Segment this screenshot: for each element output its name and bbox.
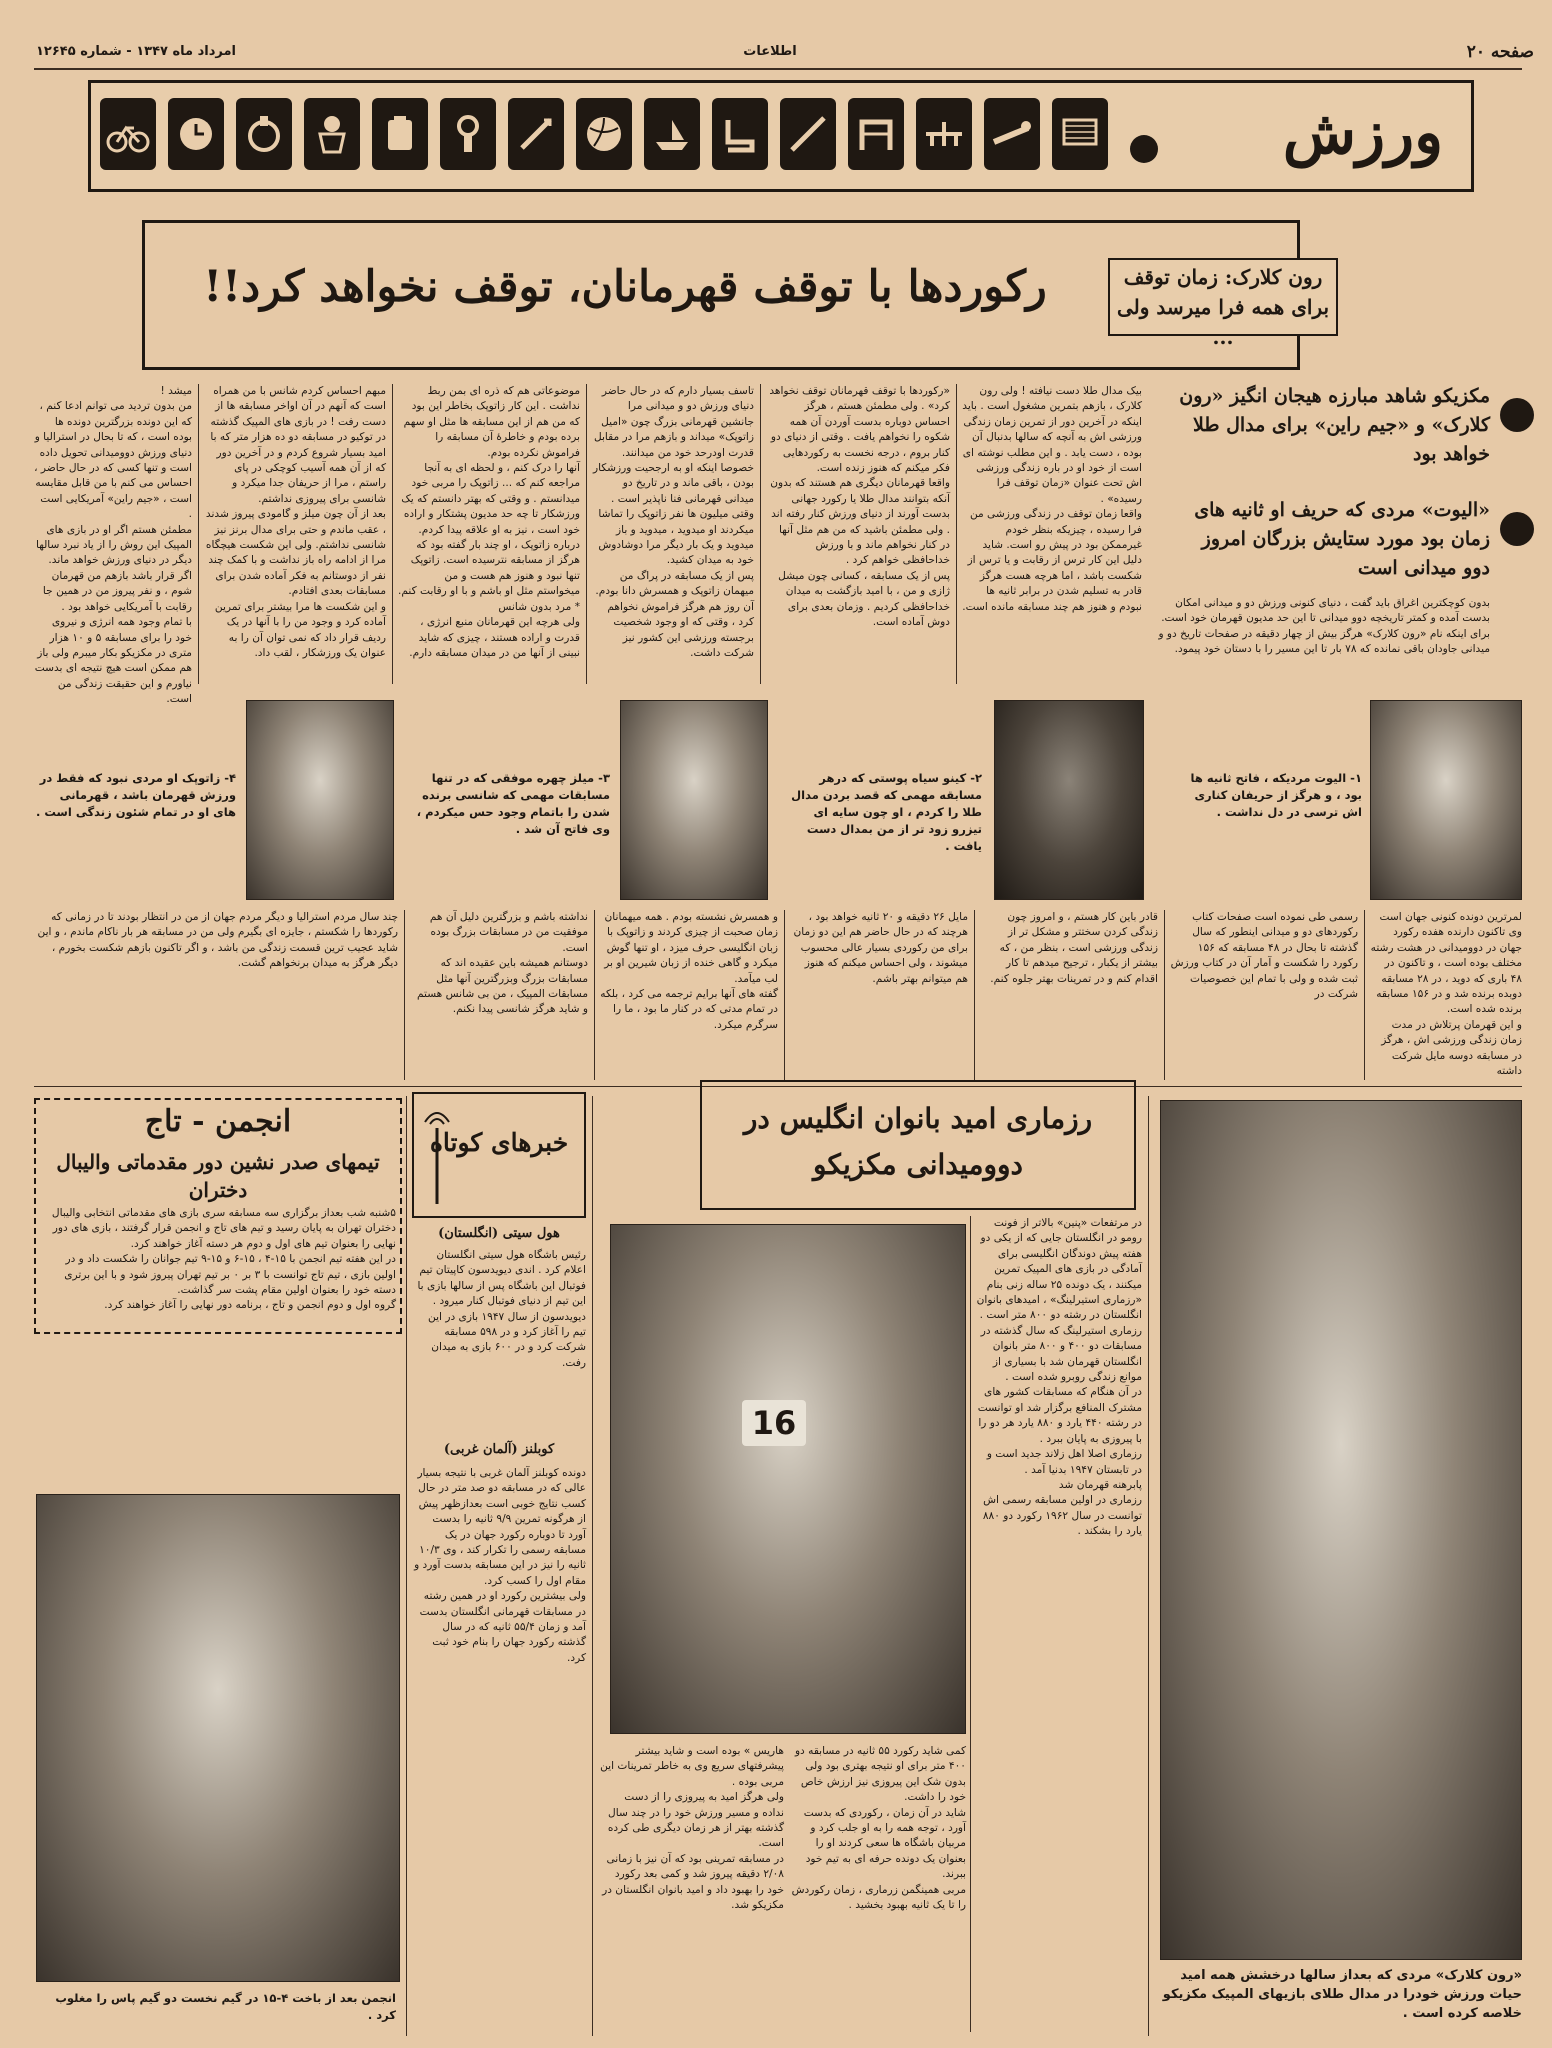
clock-icon <box>168 98 224 170</box>
subhead-elliott: «الیوت» مردی که حریف او ثانیه های زمان بود مورد ستایش بزرگان امروز دوو میدانی است <box>1194 499 1490 579</box>
women-column-right: در مرتفعات «پنین» بالاتر از فونت رومو در انگلستان جایی که از یکی دو هفته پیش دوندگان انگلیسی برای آمادگی در بازی های المپیک تمرین میکنند ، یک دونده ۲۵ ساله زنی بنام «رزماری استیرلینگ» ، امیدهای بانوان انگلستان در رشته دو ۸۰۰ متر است . رزماری استیرلینگ که سال گذشته در مسابقات دو ۴۰۰ و ۸۰۰ متر بانوان انگلستان قهرمان شد با بسیاری از موانع زندگی روبرو شده است . در آن هنگام که مسابقات کشور های مشترک المنافع برگزار شد او توانست در رشته ۴۴۰ یارد و ۸۸۰ یارد هر دو را با پیروزی به پایان ببرد . رزماری اصلا اهل زلاند جدید است و در تابستان ۱۹۴۷ بدنیا آمد . پابرهنه قهرمان شد رزماری در اولین مسابقه رسمی اش توانست در سال ۱۹۶۲ رکورد دو ۸۸۰ یارد را بشکند . <box>976 1217 1142 1538</box>
shortnews-item2-title: کوبلنز (آلمان غربی) <box>443 1442 555 1457</box>
article-column-5: مبهم احساس کردم شانس با من همراه است که آنهم در آن اواخر مسابقه ها از دست رفت ! در بازی های المپیک گذشته در توکیو در مسابقه دو ده هزار متر که با امید بسیار شروع کردم و در آخرین دور که از آن همه آسیب کوچکی در پای راستم ، مرا از حریفان جدا میکرد و شانسی برای پیروزی نداشتم. بعد از آن چون میلز و گامودی پیروز شدند ، عقب ماندم و حتی برای مدال برنز نیز شانسی نداشتم. ولی این شکست هیچگاه مرا از ادامه راه باز نداشت و با کمک چند نفر از دوستانم به فکر آماده شدن برای مسابقات بعدی افتادم. و این شکست ها مرا بیشتر برای تمرین آماده کرد و وجود من را با آنها در یک ردیف قرار داد که نمی توان آن را به عنوان یک ورزشکار ، لقب داد. <box>205 385 386 659</box>
article-column-6: میشد ! من بدون تردید می توانم ادعا کنم ، که این دونده بزرگترین دونده ها بوده است ، که تا بحال در استرالیا و دنیای ورزش دوومیدانی تحویل داده است و تنها کسی که در حال حاضر ، احساس می کنم با من قابل مقایسه است ، «جیم راین» آمریکایی است . مطمئن هستم اگر او در بازی های المپیک این روش را از یاد نبرد سالها دیگر در دنیای ورزش خواهد ماند. اگر قرار باشد بازهم من قهرمان شوم ، و نفر پیروز من در همین جا رقابت با آمریکایی خواهد بود . با تمام وجود همه انرژی و نیروی خود را برای مسابقه ۵ و ۱۰ هزار متری در مکزیکو بکار میبرم ولی باز هم ممکن است هیچ نتیجه ای بدست نیاورم و این حقیقت زندگی من است. <box>34 385 192 706</box>
shortnews-item2: دونده کوبلنز آلمان غربی با نتیجه بسیار عالی که در مسابقه دو صد متر در حال کسب نتایج خوبی است بعدازظهر پیش از هرگونه تمرین ۹/۹ ثانیه را بدست آورد تا دوباره رکورد جهان در یک مسابقه رسمی را تکرار کند ، وی ۱۰/۳ ثانیه را نیز در این مسابقه بدست آورد و مقام اول را کسب کرد. ولی بیشترین رکورد او در همین رشته در مسابقات قهرمانی انگلستان بدست آمد و زمان ۵۵/۴ ثانیه که در سال گذشته رکورد جهان را بنام خود ثبت کرد. <box>414 1467 586 1664</box>
anjoman-subtitle: تیمهای صدر نشین دور مقدماتی والیبال دختران <box>56 1150 380 1202</box>
photo-mills <box>620 700 768 900</box>
caption-keino: ۲- کینو سیاه پوستی که درهر مسابقه مهمی که قصد بردن مدال طلا را کردم ، او چون سایه ای تیزرو زود تر از من بمدال دست یافت . <box>791 771 982 853</box>
shoe-icon <box>712 98 768 170</box>
lower-column-6: نداشته باشم و بزرگترین دلیل آن هم موفقیت من در مسابقات بزرگ بوده است. دوستانم همیشه باین عقیده اند که مسابقات بزرگ وبزرگترین آنها مثل مسابقات المپیک ، من بی شانس هستم و شاید هرگز شانسی پیدا نکنم. <box>416 911 588 1016</box>
shortnews-item1-title: هول سیتی (انگلستان) <box>438 1226 560 1241</box>
photo-zatopek <box>246 700 394 900</box>
javelin-icon <box>780 98 836 170</box>
bullet-dot-icon <box>1500 512 1534 546</box>
caption-ron-clarke: «رون کلارک» مردی که بعداز سالها درخشش همه امید حیات ورزش خودرا در مدال طلای بازیهای المپیک مکزیکو خلاصه کرده است . <box>1162 1968 1522 2021</box>
photo-keino <box>994 700 1144 900</box>
bullet-dot-icon <box>1500 398 1534 432</box>
women-column-mid: کمی شاید رکورد ۵۵ ثانیه در مسابقه دو ۴۰۰ متر برای او نتیجه بهتری بود ولی بدون شک این پیروزی نیز ارزش خاص خود را داشت. شاید در آن زمان ، رکوردی که بدست آورد ، توجه همه را به او جلب کرد و مربیان باشگاه ها سعی کردند او را بعنوان یک دونده حرفه ای به تیم خود ببرند. مربی همینگمن زرماری ، زمان رکوردش را تا یک ثانیه بهبود بخشید . <box>791 1745 966 1912</box>
kicker-text: رون کلارک: زمان توقف برای همه فرا میرسد ولی ... <box>1116 265 1330 349</box>
hand-icon <box>236 98 292 170</box>
main-headline: رکوردها با توقف قهرمانان، توقف نخواهد کرد!! <box>203 262 1047 312</box>
lower-column-4: مایل ۲۶ دقیقه و ۲۰ ثانیه خواهد بود ، هرچند که در حال حاضر هم این دو زمان برای من رکوردی بسیار عالی محسوب میشوند ، ولی احساس میکنم که هنوز هم میتوانم بهتر باشم. <box>793 911 968 985</box>
caption-zatopek: ۴- زاتوپک او مردی نبود که فقط در ورزش قهرمان باشد ، قهرمانی های او در تمام شئون زندگی است . <box>36 771 236 819</box>
caption-mills: ۳- میلز چهره موفقی که در تنها مسابقات مهمی که شانسی برنده شدن را باتمام وجود حس میکردم ، وی فاتح آن شد . <box>416 771 610 836</box>
racket-icon <box>984 98 1040 170</box>
antenna-icon <box>422 1108 452 1204</box>
lead-intro: بدون کوچکترین اغراق باید گفت ، دنیای کنونی ورزش دو و میدانی امکان بدست آمده و کمتر تاریخچه دوو میدانی تا این حد مدیون قهرمان خود است. برای اینکه نام «رون کلارک» هرگز بیش از چهار دقیقه در صفحات تاریخ دو و میدانی جاودان باقی نمانده که ۷۸ بار تا این مسیر را با دستان خود پیمود. <box>1158 597 1490 656</box>
article-column-1: بیک مدال طلا دست نیافته ! ولی رون کلارک ، بازهم بتمرین مشغول است . باید اینکه در آخرین دور از تمرین زمان زندگی ورزشی اش به آنچه که سالها بدنبال آن بوده ، دست یابد . و این مطلب نوشته ای است از خود او در باره زندگی ورزشی اش تحت عنوان «زمان توقف فرا رسیده» . واقعا زمان توقف در زندگی ورزشی من فرا رسیده ، چیزیکه بنظر خودم غیرممکن بود در پیش رو است. شاید دلیل این کار ترس از رقابت و یا ترس از شکست باشد ، اما هرچه هست هرگز قادر به تسلیم شدن در برابر ثانیه ها نبودم و هنوز هم چند مسابقه مانده است. <box>962 385 1142 613</box>
women-column-left: هاریس » بوده است و شاید بیشتر پیشرفتهای سریع وی به خاطر تمرینات این مربی بوده . ولی هرگز امید به پیروزی را از دست نداده و مسیر ورزش خود را در چند سال گذشته بهتر از هر زمان دیگری طی کرده است. در مسابقه تمرینی بود که آن نیز با زمانی ۲/۰۸ دقیقه پیروز شد و کمی بعد رکورد خود را بهبود داد و امید بانوان انگلستان در مکزیکو شد. <box>600 1745 784 1912</box>
section-title: ورزش <box>1282 98 1444 168</box>
article-column-2: «رکوردها با توقف قهرمانان توقف نخواهد کرد» . ولی مطمئن هستم ، هرگز احساس دوباره بدست آوردن آن همه شکوه را نخواهم یافت . وقتی از دنیای دو کنار بروم ، درجه نخست به رکوردهایی فکر میکنم که هنوز زنده است. واقعا قهرمانان دیگری هم هستند که بدون آنکه بتوانند مدال طلا یا رکورد جهانی بدست آورند از دنیای ورزش کنار رفته اند . ولی مطمئن باشید که من هم مثل آنها در کنار نخواهم ماند و با ورزش خداحافظی خواهم کرد . پس از یک مسابقه ، کسانی چون میشل ژازی و من ، با امید بازگشت به میدان خداحافظی کردیم . وزمان بعدی برای دوش آماده است. <box>769 385 950 629</box>
cycling-icon <box>100 98 156 170</box>
lower-column-7: چند سال مردم استرالیا و دیگر مردم جهان از من در انتظار بودند تا در زمانی که رکوردها را شکستم ، جایزه ای بگیرم ولی من در مسابقه هر بار ناکام ماندم ، و این شاید عجیب ترین قسمت زندگی من باشد ، و اگر تاکنون بازهم شکست بخورم ، دیگر هرگز به میدان برنخواهم گشت. <box>37 911 398 970</box>
lower-column-3: قادر باین کار هستم ، و امروز چون زندگی کردن سختتر و مشکل تر از زندگی ورزشی است ، بنظر من ، که بیشتر از یکبار ، ترجیح میدهم تا کار اقدام کنم و در تمرینات بهتر جلوه کنم. <box>990 911 1158 985</box>
dart-icon <box>508 98 564 170</box>
shortnews-title: خبرهای کوتاه <box>429 1128 569 1157</box>
article-column-3: تاسف بسیار دارم که در حال حاضر دنیای ورزش دو و میدانی مرا جانشین قهرمانی بزرگ چون «امیل زاتوپک» میداند و بازهم مرا در مقابل قدرت اودرحد خود من میدانند. خصوصا اینکه او به ارجحیت ورزشکار بودن ، باقی ماند و در تاریخ دو میدانی قهرمانی فنا ناپذیر است . وقتی میلیون ها نفر زاتوپک را تماشا میکردند او میدوید ، میدوید و باز میدوید و یک بار دیگر مرا دوشادوش خود به میدان کشید. پس از یک مسابقه در پراگ من میهمان زاتوپک و همسرش دانا بودم. آن روز هم هرگز فراموش نخواهم کرد ، وقتی که او وجود شخصیت برجسته ورزشی این کشور نیز شرکت داشت. <box>592 385 754 659</box>
women-headline: رزماری امید بانوان انگلیس در دوومیدانی مکزیکو <box>743 1102 1093 1181</box>
page-number: صفحه ۲۰ <box>1466 42 1534 62</box>
photo-ron-clarke <box>1160 1100 1522 1960</box>
anjoman-body: ۵شنبه شب بعداز برگزاری سه مسابقه سری بازی های مقدماتی انتخابی والیبال دختران تهران به پایان رسید و تیم های تاج و انجمن قرار گرفتند ، بازی های دور نهایی را بعنوان تیم های اول و دوم هر دسته آغاز خواهند کرد. در این هفته تیم انجمن با ۱۵-۴ ، ۱۵-۶ و ۱۵-۹ تیم جوانان را شکست داد و در اولین بازی ، تیم تاج توانست با ۳ بر ۰ بر تیم تهران پیروز شود و با این برتری دسته خود را بعنوان اولین مقام پشت سر گذاشت. گروه اول و دوم انجمن و تاج ، برنامه دور نهایی را آغاز خواهند کرد. <box>51 1207 396 1312</box>
lower-column-5: و همسرش نشسته بودم . همه میهمانان زمان صحبت از چیزی کردند و زاتوپک با زبان انگلیسی حرف میزد ، او تنها گوش میکرد و گاهی خنده از زبان شیرین او بر لب میآمد. گفته های آنها برایم ترجمه می کرد ، بلکه در تمام مدتی که در کنار ما بود ، ما را سرگرم میکرد. <box>600 911 778 1031</box>
wrestling-icon <box>440 98 496 170</box>
rifle-icon <box>916 98 972 170</box>
hurdle-icon <box>848 98 904 170</box>
race-bib-number: 16 <box>751 1404 797 1442</box>
volleyball-icon <box>576 98 632 170</box>
photo-volleyball <box>36 1494 400 1982</box>
basketball-icon <box>304 98 360 170</box>
newspaper-name: اطلاعات <box>743 44 797 59</box>
article-column-4: موضوعاتی هم که ذره ای بمن ربط نداشت . این کار زاتوپک بخاطر این بود که من هم از این مسابقه ها مثل او سهم برده بودم و خاطرهٔ آن مسابقه را فراموش نکرده بودم. آنها را درک کنم ، و لحظه ای به آنجا مراجعه کنم که ... زاتوپک را مربی خود میدانستم . و وقتی که بهتر دانستم که یک ورزشکار تا چه حد مدیون پشتکار و اراده خود است ، نیز به او علاقه پیدا کردم. درباره زاتوپک ، او چند بار گفته بود که هرگز از مسابقه نترسیده است. زاتوپک تنها نبود و هنوز هم هست و من میخواستم مثل او باشم و با او رقابت کنم. * مرد بدون شانس ولی هرچه این قهرمانان منبع انرژی ، قدرت و اراده هستند ، چیزی که شاید نبینی از آنها من در میدان مسابقه دارم. <box>397 385 580 659</box>
issue-date: امرداد ماه ۱۳۴۷ - شماره ۱۲۶۴۵ <box>36 44 236 59</box>
photo-rosemary <box>610 1224 966 1734</box>
photo-elliott <box>1370 700 1522 900</box>
caption-elliott: ۱- الیوت مردیکه ، فاتح ثانیه ها بود ، و هرگز از حریفان کناری اش ترسی در دل نداشت . <box>1190 771 1362 819</box>
shortnews-item1: رئیس باشگاه هول سیتی انگلستان اعلام کرد . اندی دیویدسون کاپیتان تیم فوتبال این باشگاه پس از سالها بازی با این تیم از دنیای فوتبال کنار میرود . دیویدسون از سال ۱۹۴۷ بازی در این تیم را آغاز کرد و در ۵۹۸ مسابقه شرکت کرد و در ۶۰۰ بازی به میدان رفت. <box>417 1249 586 1369</box>
banner-dot-icon <box>1130 135 1158 163</box>
subhead-clarke: مکزیکو شاهد مبارزه هیجان انگیز «رون کلارک» و «جیم راین» برای مدال طلا خواهد بود <box>1179 385 1490 465</box>
caption-volleyball: انجمن بعد از باخت ۴-۱۵ در گیم نخست دو گیم پاس را مغلوب کرد . <box>55 1991 396 2022</box>
anjoman-title: انجمن - تاج <box>144 1104 292 1139</box>
lower-column-2: رسمی طی نموده است صفحات کتاب رکوردهای دو و میدانی اینطور که سال گذشته تا بحال در ۴۸ مسابقه که ۱۵۶ رکورد را شکست و آمار آن در کتاب ورزش ثبت شده و ولی با تمام این خصوصیات شرکت در <box>1170 911 1358 1001</box>
ball-icon <box>1052 98 1108 170</box>
race-bib <box>742 1400 806 1446</box>
medical-icon <box>372 98 428 170</box>
lower-column-1: لمرترین دونده کنونی جهان است وی تاکنون دارنده هفده رکورد جهان در دوومیدانی در هشت رشته مختلف بوده است ، و تاکنون در ۴۸ باری که دوید ، در ۲۸ مسابقه دوبده برنده شد و در ۱۵۶ مسابقه برنده شده است. و این قهرمان پرتلاش در مدت زمان زندگی ورزشی اش ، هرگز در مسابقه دوسه مایل شرکت داشته <box>1370 911 1522 1078</box>
boat-icon <box>644 98 700 170</box>
